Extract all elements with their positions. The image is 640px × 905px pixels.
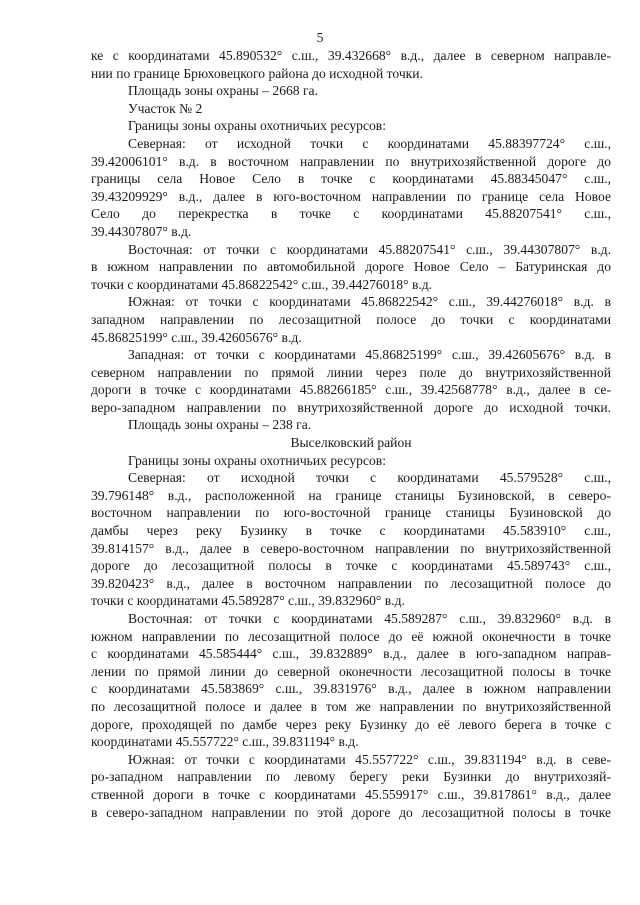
text-line: восточном направлении по юго-восточной границе станицы Бузиновской до [91,505,611,521]
text-line: Восточная: от точки с координатами 45.88207541° с.ш., 39.44307807° в.д. [128,241,611,257]
text-line: дороге до лесозащитной полосы в точке с координатами 45.589743° с.ш., [91,558,611,574]
text-line: дороге, проходящей по дамбе через реку Бузинку до её левого берега в точке с [91,716,611,732]
document-body [91,47,611,821]
text-line: 39.814157° в.д., далее в северо-восточном направлении по внутрихозяйственной [91,540,611,556]
text-line: 39.42006101° в.д. в восточном направлении по внутрихозяйственной дороге до [91,153,611,169]
text-line: 39.44307807° в.д. [91,223,192,239]
text-line: Участок № 2 [128,100,203,116]
page-number: 5 [316,30,324,45]
text-line: 39.796148° в.д., расположенной на границе станицы Бузиновской, в северо- [91,487,611,503]
text-line: дороги в точке с координатами 45.88266185° с.ш., 39.42568778° в.д., далее в се- [91,382,611,398]
text-line: Границы зоны охраны охотничьих ресурсов: [128,452,386,468]
text-line: в северо-западном направлении по этой дороге до лесозащитной полосы в точке [91,804,611,820]
text-line: координатами 45.557722° с.ш., 39.831194° в.д. [91,734,359,750]
text-line: 45.86825199° с.ш., 39.42605676° в.д. [91,329,302,345]
text-line: с координатами 45.583869° с.ш., 39.831976° в.д., далее в южном направлении [91,681,611,697]
text-line: Западная: от точки с координатами 45.86825199° с.ш., 39.42605676° в.д. в [128,347,611,363]
text-line: Северная: от исходной точки с координатами 45.579528° с.ш., [128,470,611,486]
text-line: дамбы через реку Бузинку в точке с координатами 45.583910° с.ш., [91,523,611,539]
text-line: точки с координатами 45.86822542° с.ш., 39.44276018° в.д. [91,276,433,292]
text-line: Южная: от точки с координатами 45.86822542° с.ш., 39.44276018° в.д. в [128,294,611,310]
text-line: в южном направлении по автомобильной дороге Новое Село – Батуринская до [91,259,611,275]
text-line: веро-западном направлении по внутрихозяйственной дороге до исходной точки. [91,399,611,415]
text-line: Восточная: от точки с координатами 45.589287° с.ш., 39.832960° в.д. в [128,611,611,626]
text-line: Выселковский район [290,435,412,451]
text-line: по лесозащитной полосе и далее в том же направлении по внутрихозяйственной [91,698,611,714]
text-line: Площадь зоны охраны – 238 га. [128,417,312,433]
text-line: границы села Новое Село в точке с координатами 45.88345047° с.ш., [91,171,611,187]
text-line: Границы зоны охраны охотничьих ресурсов: [128,118,386,134]
text-line: лении по прямой линии до северной оконечности лесозащитной полосы в точке [91,663,611,679]
text-line: ке с координатами 45.890532° с.ш., 39.432668° в.д., далее в северном направле- [91,48,611,63]
text-line: 39.820423° в.д., далее в восточном направлении по лесозащитной полосе до [91,575,611,591]
text-line: ственной дороги в точке с координатами 45.559917° с.ш., 39.817861° в.д., далее [91,786,611,802]
text-line: Южная: от точки с координатами 45.557722° с.ш., 39.831194° в.д. в севе- [128,751,611,767]
text-line: Село до перекрестка в точке с координатами 45.88207541° с.ш., [91,206,611,222]
text-line: ро-западном направлении по левому берегу реки Бузинки до внутрихозяй- [91,769,611,785]
text-line: 39.43209929° в.д., далее в юго-восточном направлении по границе села Новое [91,188,611,204]
text-line: южном направлении по лесозащитной полосе до её южной оконечности в точке [91,628,611,644]
text-line: нии по границе Брюховецкого района до исходной точки. [91,65,423,81]
text-line: точки с координатами 45.589287° с.ш., 39.832960° в.д. [91,593,405,609]
text-line: Северная: от исходной точки с координатами 45.88397724° с.ш., [128,135,611,151]
text-line: западном направлении по лесозащитной полосе до точки с координатами [91,311,611,327]
text-line: северном направлении по прямой линии через поле до внутрихозяйственной [91,364,611,380]
text-line: с координатами 45.585444° с.ш., 39.832889° в.д., далее в юго-западном направ- [91,646,611,662]
text-line: Площадь зоны охраны – 2668 га. [128,83,318,99]
